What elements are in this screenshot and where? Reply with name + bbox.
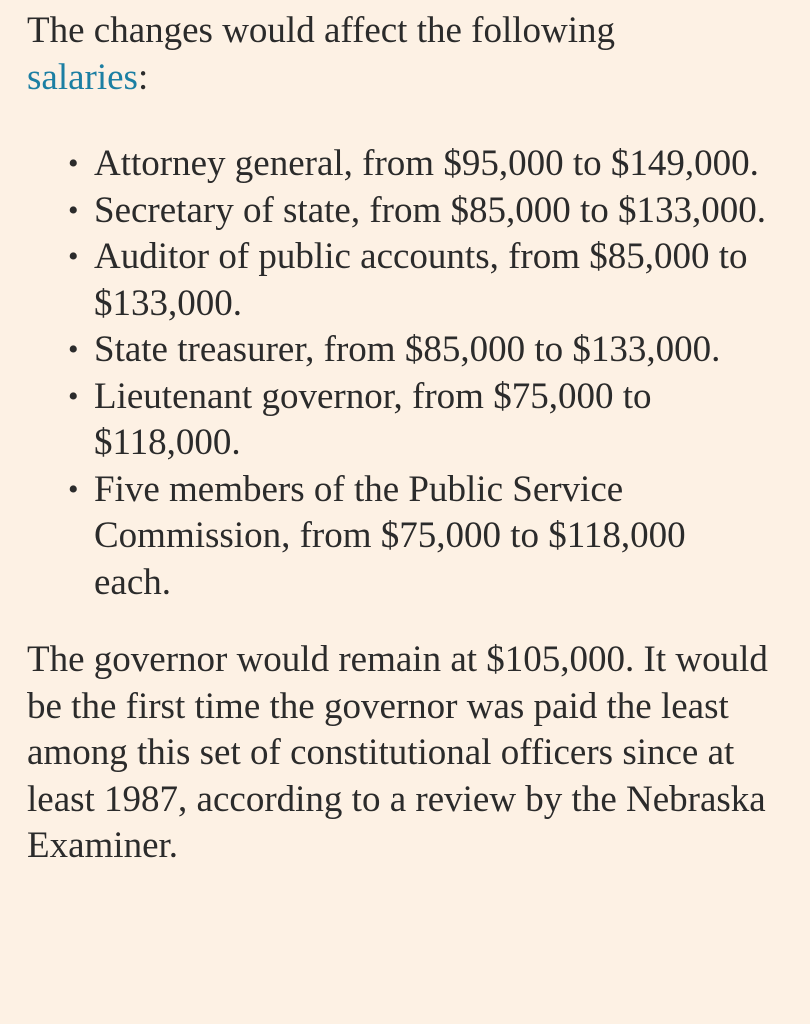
intro-colon: : — [137, 56, 149, 98]
closing-paragraph: The governor would remain at $105,000. It would be the first time the governor was paid the least among this set of constitutional officers since at least 1987, according to a review by the Nebraska Examiner. — [27, 639, 768, 866]
list-item: • Secretary of state, from $85,000 to $133,000. — [94, 188, 770, 235]
intro-text: The changes would affect the following — [27, 10, 616, 51]
salaries-link[interactable]: salaries — [27, 56, 138, 98]
list-item: • Five members of the Public Service Commission, from $75,000 to $118,000 each. — [94, 467, 770, 607]
intro-paragraph — [27, 8, 770, 101]
salary-list — [27, 141, 770, 606]
list-item: • Auditor of public accounts, from $85,000 to $133,000. — [94, 234, 770, 327]
list-item: • Lieutenant governor, from $75,000 to $118,000. — [94, 374, 770, 467]
list-item: • State treasurer, from $85,000 to $133,000. — [94, 327, 770, 374]
list-item: • Attorney general, from $95,000 to $149,000. — [94, 141, 770, 188]
